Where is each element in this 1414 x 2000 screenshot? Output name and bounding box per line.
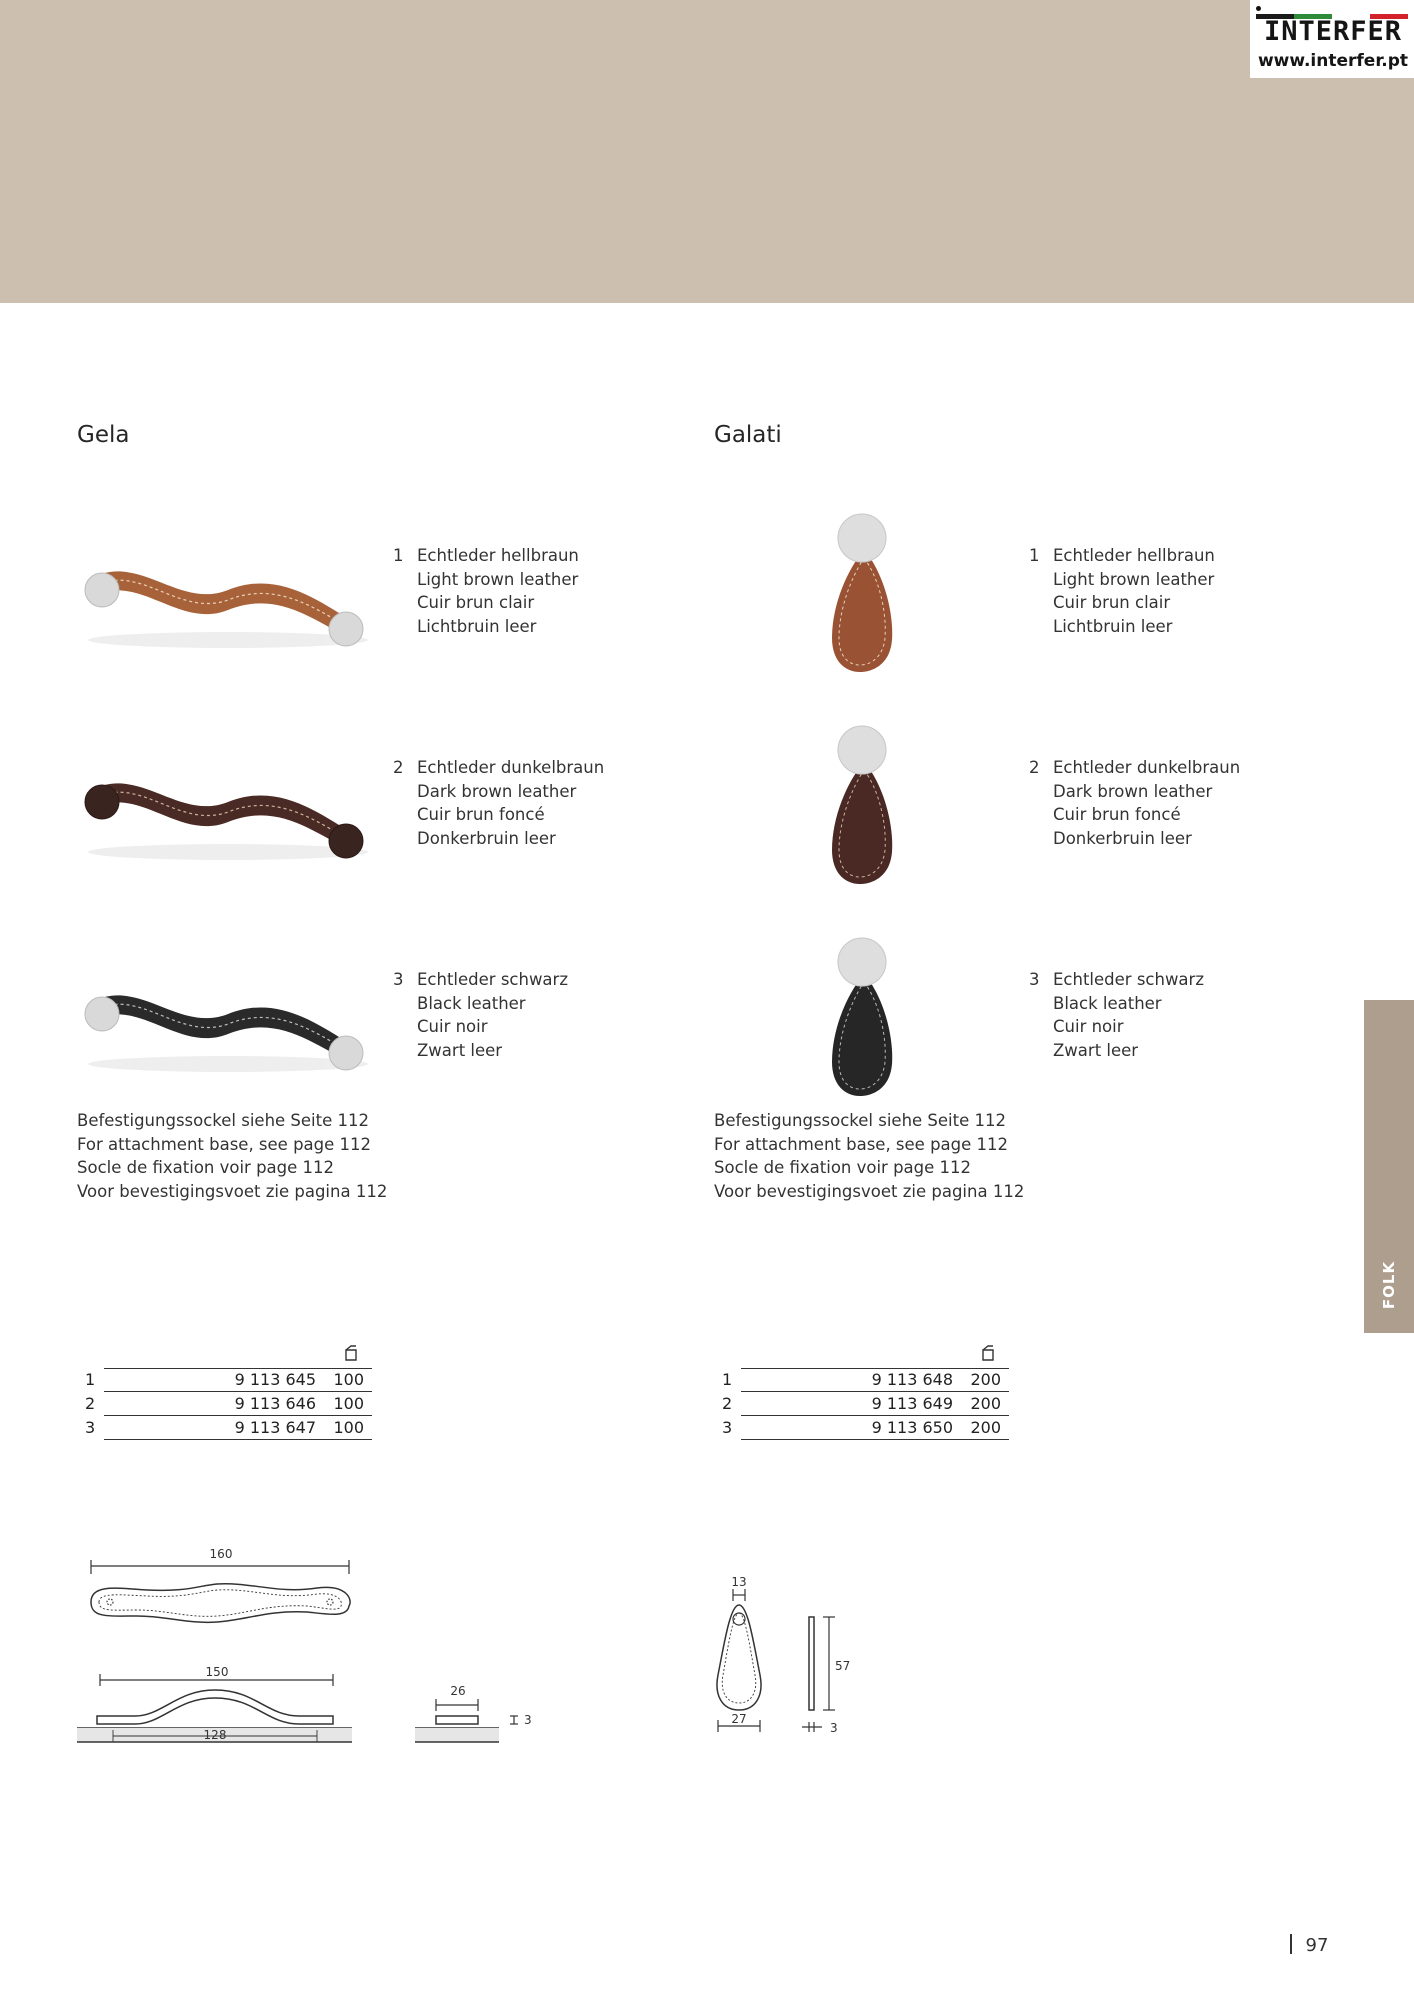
variant-line: Echtleder schwarz — [417, 970, 568, 989]
article-number: 9 113 648 — [871, 1370, 953, 1389]
variant-line: Cuir brun clair — [1053, 593, 1171, 612]
pack-quantity: 100 — [333, 1418, 364, 1437]
row-number: 1 — [85, 1370, 96, 1389]
galati-light-brown-image — [812, 510, 912, 675]
variant-number: 2 — [393, 758, 404, 777]
variant-line: Black leather — [417, 993, 526, 1013]
dimension-label: 26 — [450, 1684, 466, 1698]
pack-quantity: 200 — [970, 1394, 1001, 1413]
row-number: 1 — [722, 1370, 733, 1389]
variant-line: Cuir brun clair — [417, 593, 535, 612]
gela-variant-1 — [393, 544, 579, 638]
logo-url: www.interfer.pt — [1257, 51, 1409, 71]
variant-line: Lichtbruin leer — [1053, 616, 1173, 636]
galati-technical-drawing — [704, 1575, 884, 1745]
gela-dark-brown-image — [78, 752, 378, 872]
dimension-label: 27 — [731, 1712, 747, 1726]
variant-line: Lichtbruin leer — [417, 616, 537, 636]
variant-line: Echtleder hellbraun — [1053, 546, 1215, 565]
gela-order-table — [77, 1344, 372, 1444]
package-icon — [981, 1344, 995, 1362]
row-divider — [104, 1439, 372, 1440]
variant-number: 1 — [1029, 546, 1040, 565]
article-number: 9 113 647 — [234, 1418, 316, 1437]
row-divider — [741, 1439, 1009, 1440]
variant-line: Echtleder dunkelbraun — [1053, 758, 1241, 777]
section-title-galati: Galati — [714, 422, 782, 448]
side-tab-label: FOLK — [1380, 1260, 1398, 1310]
variant-line: Echtleder hellbraun — [417, 546, 579, 565]
side-tab — [1364, 1000, 1414, 1333]
variant-line: Echtleder dunkelbraun — [417, 758, 605, 777]
attachment-line: For attachment base, see page 112 — [77, 1134, 372, 1154]
row-number: 2 — [85, 1394, 96, 1413]
table-row — [77, 1368, 372, 1392]
table-row — [714, 1368, 1009, 1392]
gela-black-image — [78, 964, 378, 1084]
pack-quantity: 200 — [970, 1418, 1001, 1437]
section-title-gela: Gela — [77, 422, 130, 448]
attachment-line: Befestigungssockel siehe Seite 112 — [714, 1111, 1007, 1130]
article-number: 9 113 649 — [871, 1394, 953, 1413]
gela-variant-2 — [393, 756, 605, 850]
variant-line: Zwart leer — [417, 1040, 503, 1060]
variant-number: 2 — [1029, 758, 1040, 777]
article-number: 9 113 646 — [234, 1394, 316, 1413]
gela-light-brown-image — [78, 540, 378, 660]
galati-dark-brown-image — [812, 722, 912, 887]
gela-technical-drawing — [77, 1540, 577, 1760]
variant-line: Zwart leer — [1053, 1040, 1139, 1060]
attachment-line: Befestigungssockel siehe Seite 112 — [77, 1111, 370, 1130]
package-icon — [344, 1344, 358, 1362]
page-number-value: 97 — [1305, 1935, 1329, 1956]
variant-line: Donkerbruin leer — [1053, 828, 1192, 848]
table-row — [714, 1392, 1009, 1416]
variant-line: Black leather — [1053, 993, 1162, 1013]
variant-line: Cuir brun foncé — [417, 805, 545, 824]
pack-quantity: 100 — [333, 1370, 364, 1389]
galati-attachment-note — [714, 1109, 1024, 1203]
dimension-label: 3 — [830, 1721, 838, 1735]
pack-quantity: 200 — [970, 1370, 1001, 1389]
variant-number: 3 — [393, 970, 404, 989]
variant-line: Donkerbruin leer — [417, 828, 556, 848]
dimension-label: 3 — [524, 1713, 532, 1727]
logo-brand-name: INTERFER — [1263, 16, 1403, 47]
header-band — [0, 0, 1414, 303]
table-row — [77, 1392, 372, 1416]
row-number: 3 — [722, 1418, 733, 1437]
row-number: 3 — [85, 1418, 96, 1437]
article-number: 9 113 645 — [234, 1370, 316, 1389]
attachment-line: Voor bevestigingsvoet zie pagina 112 — [77, 1181, 388, 1201]
variant-line: Cuir brun foncé — [1053, 805, 1181, 824]
dimension-label: 150 — [205, 1665, 229, 1679]
gela-attachment-note — [77, 1109, 387, 1203]
gela-variant-3 — [393, 968, 568, 1062]
variant-line: Cuir noir — [417, 1017, 488, 1036]
galati-black-image — [812, 934, 912, 1099]
row-number: 2 — [722, 1394, 733, 1413]
attachment-line: For attachment base, see page 112 — [714, 1134, 1009, 1154]
logo-dot — [1256, 6, 1261, 11]
galati-order-table — [714, 1344, 1009, 1444]
dimension-label: 57 — [835, 1659, 851, 1673]
attachment-line: Socle de fixation voir page 112 — [714, 1158, 972, 1177]
dimension-label: 160 — [209, 1547, 233, 1561]
variant-line: Dark brown leather — [1053, 781, 1213, 801]
table-row — [77, 1416, 372, 1440]
variant-line: Light brown leather — [1053, 569, 1215, 589]
table-row — [714, 1416, 1009, 1440]
variant-number: 1 — [393, 546, 404, 565]
variant-line: Cuir noir — [1053, 1017, 1124, 1036]
article-number: 9 113 650 — [871, 1418, 953, 1437]
variant-line: Echtleder schwarz — [1053, 970, 1204, 989]
variant-line: Dark brown leather — [417, 781, 577, 801]
variant-line: Light brown leather — [417, 569, 579, 589]
attachment-line: Socle de fixation voir page 112 — [77, 1158, 335, 1177]
attachment-line: Voor bevestigingsvoet zie pagina 112 — [714, 1181, 1025, 1201]
dimension-label: 128 — [203, 1728, 227, 1742]
galati-variant-2 — [1029, 756, 1241, 850]
page-number-divider — [1290, 1934, 1292, 1954]
pack-quantity: 100 — [333, 1394, 364, 1413]
dimension-label: 13 — [731, 1575, 747, 1589]
variant-number: 3 — [1029, 970, 1040, 989]
galati-variant-1 — [1029, 544, 1215, 638]
page-number — [1290, 1934, 1328, 1956]
interfer-logo[interactable] — [1250, 0, 1414, 78]
galati-variant-3 — [1029, 968, 1204, 1062]
